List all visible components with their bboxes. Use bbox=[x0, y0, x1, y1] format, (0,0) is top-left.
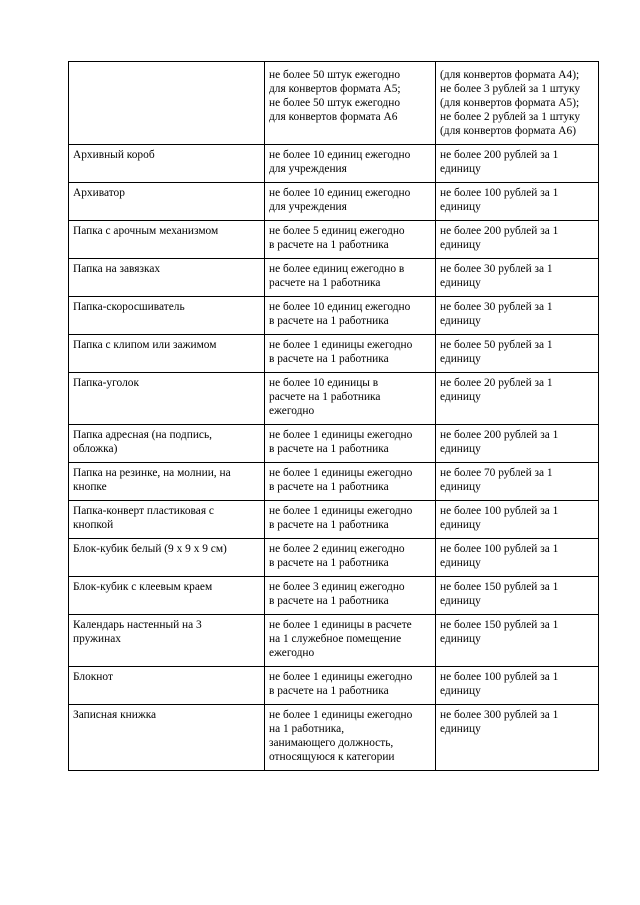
quantity-norm: не более 1 единицы ежегодно в расчете на 1 работника bbox=[269, 429, 413, 455]
price-cell bbox=[436, 297, 599, 335]
price-cell bbox=[436, 62, 599, 145]
norms-table bbox=[68, 61, 599, 771]
price-norm: не более 200 рублей за 1 единицу bbox=[440, 225, 559, 251]
table-row bbox=[69, 577, 599, 615]
item-name: Блок-кубик с клеевым краем bbox=[73, 581, 213, 593]
item-name-cell bbox=[69, 183, 265, 221]
quantity-cell bbox=[265, 335, 436, 373]
quantity-norm: не более 50 штук ежегодно для конвертов формата А5; не более 50 штук ежегодно для конвертов формата А6 bbox=[269, 69, 401, 123]
item-name-cell bbox=[69, 335, 265, 373]
price-norm: не более 70 рублей за 1 единицу bbox=[440, 467, 553, 493]
quantity-cell bbox=[265, 221, 436, 259]
quantity-cell bbox=[265, 145, 436, 183]
table-row bbox=[69, 463, 599, 501]
item-name: Папка на резинке, на молнии, на кнопке bbox=[73, 467, 231, 493]
price-cell bbox=[436, 667, 599, 705]
item-name-cell bbox=[69, 539, 265, 577]
item-name-cell bbox=[69, 667, 265, 705]
quantity-cell bbox=[265, 615, 436, 667]
item-name: Папка-скоросшиватель bbox=[73, 301, 185, 313]
quantity-norm: не более 1 единицы ежегодно на 1 работника, занимающего должность, относящуюся к категории bbox=[269, 709, 413, 763]
item-name: Архивный короб bbox=[73, 149, 155, 161]
item-name-cell bbox=[69, 145, 265, 183]
quantity-norm: не более 10 единиц ежегодно для учреждения bbox=[269, 149, 411, 175]
item-name: Блок-кубик белый (9 х 9 х 9 см) bbox=[73, 543, 227, 555]
item-name: Папка с арочным механизмом bbox=[73, 225, 219, 237]
quantity-cell bbox=[265, 373, 436, 425]
table-row bbox=[69, 62, 599, 145]
table-row bbox=[69, 667, 599, 705]
price-cell bbox=[436, 705, 599, 771]
price-norm: не более 150 рублей за 1 единицу bbox=[440, 619, 559, 645]
item-name-cell bbox=[69, 221, 265, 259]
quantity-norm: не более 5 единиц ежегодно в расчете на 1 работника bbox=[269, 225, 405, 251]
price-cell bbox=[436, 463, 599, 501]
quantity-norm: не более 10 единиц ежегодно для учреждения bbox=[269, 187, 411, 213]
price-cell bbox=[436, 539, 599, 577]
quantity-norm: не более 1 единицы в расчете на 1 служебное помещение ежегодно bbox=[269, 619, 412, 659]
item-name-cell bbox=[69, 425, 265, 463]
price-cell bbox=[436, 335, 599, 373]
item-name-cell bbox=[69, 463, 265, 501]
price-cell bbox=[436, 259, 599, 297]
price-norm: не более 100 рублей за 1 единицу bbox=[440, 543, 559, 569]
table-row bbox=[69, 145, 599, 183]
item-name: Блокнот bbox=[73, 671, 113, 683]
table-row bbox=[69, 539, 599, 577]
quantity-cell bbox=[265, 259, 436, 297]
quantity-norm: не более 2 единиц ежегодно в расчете на 1 работника bbox=[269, 543, 405, 569]
price-norm: не более 50 рублей за 1 единицу bbox=[440, 339, 553, 365]
quantity-norm: не более 3 единиц ежегодно в расчете на 1 работника bbox=[269, 581, 405, 607]
table-row bbox=[69, 615, 599, 667]
item-name-cell bbox=[69, 501, 265, 539]
quantity-cell bbox=[265, 539, 436, 577]
table-row bbox=[69, 183, 599, 221]
price-norm: не более 20 рублей за 1 единицу bbox=[440, 377, 553, 403]
quantity-cell bbox=[265, 62, 436, 145]
quantity-cell bbox=[265, 705, 436, 771]
item-name: Папка с клипом или зажимом bbox=[73, 339, 217, 351]
item-name-cell bbox=[69, 259, 265, 297]
price-cell bbox=[436, 577, 599, 615]
item-name-cell bbox=[69, 62, 265, 145]
quantity-cell bbox=[265, 577, 436, 615]
item-name: Папка-конверт пластиковая с кнопкой bbox=[73, 505, 214, 531]
quantity-norm: не более 10 единиц ежегодно в расчете на 1 работника bbox=[269, 301, 411, 327]
quantity-norm: не более 1 единицы ежегодно в расчете на 1 работника bbox=[269, 505, 413, 531]
item-name: Папка адресная (на подпись, обложка) bbox=[73, 429, 213, 455]
quantity-cell bbox=[265, 297, 436, 335]
price-norm: не более 200 рублей за 1 единицу bbox=[440, 149, 559, 175]
table-row bbox=[69, 373, 599, 425]
quantity-cell bbox=[265, 463, 436, 501]
price-cell bbox=[436, 615, 599, 667]
item-name-cell bbox=[69, 705, 265, 771]
price-cell bbox=[436, 501, 599, 539]
price-norm: не более 200 рублей за 1 единицу bbox=[440, 429, 559, 455]
price-norm: не более 100 рублей за 1 единицу bbox=[440, 671, 559, 697]
item-name-cell bbox=[69, 373, 265, 425]
price-cell bbox=[436, 145, 599, 183]
quantity-norm: не более 1 единицы ежегодно в расчете на 1 работника bbox=[269, 339, 413, 365]
table-row bbox=[69, 425, 599, 463]
table-row bbox=[69, 297, 599, 335]
price-norm: не более 150 рублей за 1 единицу bbox=[440, 581, 559, 607]
item-name: Архиватор bbox=[73, 187, 125, 199]
table-row bbox=[69, 221, 599, 259]
price-norm: не более 300 рублей за 1 единицу bbox=[440, 709, 559, 735]
price-norm: не более 100 рублей за 1 единицу bbox=[440, 187, 559, 213]
item-name: Записная книжка bbox=[73, 709, 157, 721]
price-norm: не более 30 рублей за 1 единицу bbox=[440, 301, 553, 327]
quantity-cell bbox=[265, 183, 436, 221]
price-norm: не более 100 рублей за 1 единицу bbox=[440, 505, 559, 531]
price-norm: (для конвертов формата А4); не более 3 рублей за 1 штуку (для конвертов формата А5); не более 2 рублей за 1 штуку (для конвертов формата А6) bbox=[440, 69, 581, 137]
item-name: Папка на завязках bbox=[73, 263, 161, 275]
price-cell bbox=[436, 221, 599, 259]
price-cell bbox=[436, 425, 599, 463]
item-name-cell bbox=[69, 577, 265, 615]
quantity-norm: не более единиц ежегодно в расчете на 1 работника bbox=[269, 263, 405, 289]
table-row bbox=[69, 705, 599, 771]
quantity-cell bbox=[265, 501, 436, 539]
quantity-norm: не более 1 единицы ежегодно в расчете на 1 работника bbox=[269, 467, 413, 493]
table-row bbox=[69, 335, 599, 373]
quantity-cell bbox=[265, 667, 436, 705]
item-name: Папка-уголок bbox=[73, 377, 139, 389]
table-row bbox=[69, 259, 599, 297]
price-cell bbox=[436, 373, 599, 425]
price-norm: не более 30 рублей за 1 единицу bbox=[440, 263, 553, 289]
price-cell bbox=[436, 183, 599, 221]
quantity-norm: не более 1 единицы ежегодно в расчете на 1 работника bbox=[269, 671, 413, 697]
item-name-cell bbox=[69, 615, 265, 667]
item-name: Календарь настенный на 3 пружинах bbox=[73, 619, 202, 645]
item-name-cell bbox=[69, 297, 265, 335]
quantity-norm: не более 10 единицы в расчете на 1 работника ежегодно bbox=[269, 377, 381, 417]
quantity-cell bbox=[265, 425, 436, 463]
table-row bbox=[69, 501, 599, 539]
